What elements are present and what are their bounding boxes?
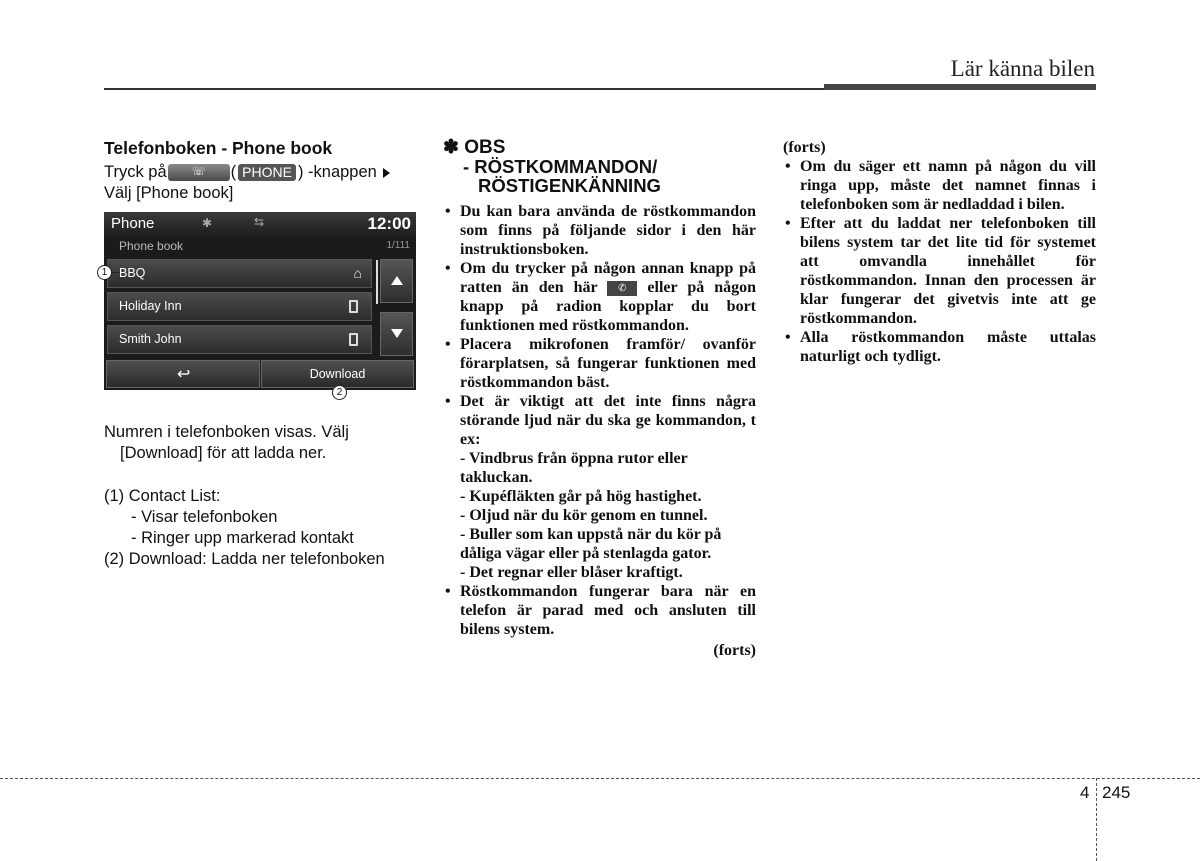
footer-divider [1096,778,1097,861]
list-item: - Ringer upp markerad kontakt [131,529,354,547]
contact-name: Smith John [119,332,182,346]
contact-row[interactable] [107,292,372,321]
device-icon [349,300,358,313]
bullet-item: • Efter att du laddat ner telefonboken till bilens system tar det lite tid för systemet att omvandla innehållet för röstkommandon. Innan den processen är klar fungerar det givetvis inte att ge röstkommandon. [783,214,1096,328]
header-rule-thick [824,84,1096,90]
arrow-up-icon [391,276,403,285]
scrollbar[interactable] [376,260,378,304]
paren-open: ( [230,163,237,181]
instruction-line [104,162,420,183]
screen-status-bar [104,212,416,236]
back-icon: ↩ [177,366,191,383]
left-column [104,138,420,204]
bullet-item: • Placera mikrofonen framför/ ovanför förarplatsen, så fungerar funktionen med röstkommandon bäst. [443,335,756,392]
list-item: - Visar telefonboken [131,508,278,526]
scroll-down-button[interactable] [380,312,413,356]
contact-name: BBQ [119,266,146,280]
screen-count: 1/111 [386,240,410,251]
bluetooth-icon: ✱ [202,216,213,230]
contact-row[interactable] [107,325,372,354]
dash-item: - Kupéfläkten går på hög hastighet. [460,488,702,505]
bullet-text: eller på någon knapp på radion kopplar du bort funktionen med röstkommandon. [460,279,757,334]
back-button[interactable] [106,360,260,388]
callout-2: 2 [332,385,347,400]
left-lower-text [104,422,420,570]
phone-book-screen [104,212,416,390]
paragraph-line: Numren i telefonboken visas. Välj [104,423,349,441]
dash-item: - Oljud när du kör genom en tunnel. [460,507,708,524]
section-title: Telefonboken - Phone book [104,138,333,158]
paragraph-line: [Download] för att ladda ner. [120,444,327,462]
screen-sub-label: Phone book [119,239,184,253]
contact-row[interactable] [107,259,372,288]
continued-label: (forts) [783,139,826,156]
screen-clock: 12:00 [367,214,411,233]
bullet-item: • Röstkommandon fungerar bara när en telefon är parad med och ansluten till bilens system. [443,582,756,639]
obs-title: ✽ OBS [443,137,506,158]
footer-rule [0,778,1200,779]
instruction-pre: Tryck på [104,163,167,181]
device-icon [349,333,358,346]
page-header-title: Lär känna bilen [950,56,1095,81]
chapter-number: 4 [1080,783,1090,802]
arrow-down-icon [391,329,403,338]
bullet-text: Om du trycker på någon annan knapp på ratten än den här [460,260,756,296]
instruction-mid: ) -knappen [297,163,377,181]
middle-column [443,138,756,660]
list-item: (1) Contact List: [104,487,221,505]
right-column [783,138,1096,366]
arrow-right-icon [383,168,390,178]
bullet-item: • Om du säger ett namn på någon du vill ringa upp, måste det namnet finnas i telefonboken som är nedladdad i bilen. [783,157,1096,214]
download-label: Download [309,367,366,381]
obs-subtitle-2: RÖSTIGENKÄNNING [478,175,661,196]
bullet-item: • Alla röstkommandon måste uttalas naturligt och tydligt. [783,328,1096,366]
continued-label: (forts) [713,642,756,659]
dash-item: - Buller som kan uppstå när du kör på dåliga vägar eller på stenlagda gator. [460,526,722,562]
instruction-line-2: Välj [Phone book] [104,184,234,202]
obs-subtitle: - RÖSTKOMMANDON/ [463,156,658,177]
bullet-item: • Det är viktigt att det inte finns några störande ljud när du ska ge kommandon, t ex: [443,392,756,449]
callout-line-1 [111,272,119,273]
download-button[interactable] [261,360,414,388]
dash-item: - Vindbrus från öppna rutor eller takluckan. [460,450,688,486]
screen-subheader [104,237,416,257]
phone-key-icon: ☏ [168,164,230,181]
scroll-up-button[interactable] [380,259,413,303]
phone-button-label: PHONE [238,164,296,181]
contact-name: Holiday Inn [119,299,182,313]
page-number: 245 [1102,783,1131,802]
bullet-item [443,259,756,335]
usb-icon: ⇆ [254,215,265,229]
header-rule [104,88,824,90]
bullet-item: • Du kan bara använda de röstkommandon som finns på följande sidor i den här instruktionsboken. [443,202,756,259]
screen-title: Phone [111,215,155,232]
list-item: (2) Download: Ladda ner telefonboken [104,550,385,568]
callout-1: 1 [97,265,112,280]
dash-item: - Det regnar eller blåser kraftigt. [460,564,683,581]
voice-button-icon: ✆ [607,281,637,296]
home-icon: ⌂ [353,265,362,281]
